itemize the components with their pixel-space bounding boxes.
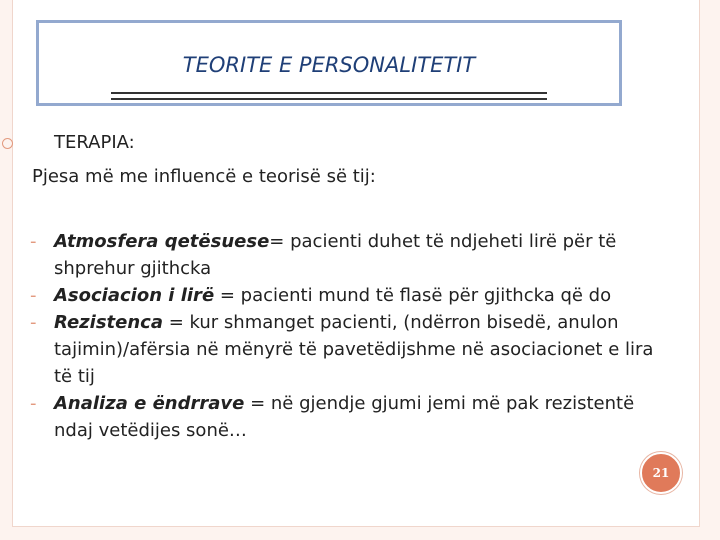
item-text: = pacienti mund të flasë për gjithcka që do bbox=[214, 285, 612, 306]
dash-bullet-icon: - bbox=[30, 312, 37, 333]
section-heading: TERAPIA: bbox=[54, 132, 135, 153]
dash-bullet-icon: - bbox=[30, 285, 37, 306]
list-item bbox=[30, 228, 670, 282]
hollow-circle-bullet-icon bbox=[2, 138, 13, 149]
title-double-rule bbox=[111, 89, 547, 103]
item-text: = në gjendje gjumi jemi më pak rezistentë ndaj vetëdijes sonë… bbox=[54, 393, 635, 441]
title-box bbox=[36, 20, 622, 106]
item-term: Rezistenca bbox=[54, 312, 163, 333]
list-item bbox=[30, 309, 670, 390]
slide-title: TEORITE E PERSONALITETIT bbox=[182, 53, 476, 77]
list-item bbox=[30, 282, 670, 309]
item-term: Analiza e ëndrrave bbox=[54, 393, 245, 414]
intro-text: Pjesa më me influencë e teorisë së tij: bbox=[32, 166, 376, 187]
item-term: Atmosfera qetësuese bbox=[54, 231, 270, 252]
page-number-badge: 21 bbox=[640, 452, 682, 494]
dash-bullet-icon: - bbox=[30, 231, 37, 252]
item-term: Asociacion i lirë bbox=[54, 285, 215, 306]
dash-bullet-icon: - bbox=[30, 393, 37, 414]
list-item bbox=[30, 390, 670, 444]
item-text: = kur shmanget pacienti, (ndërron bisedë, anulon tajimin)/afërsia në mënyrë të pavetëdijshme në asociacionet e lira të tij bbox=[54, 312, 654, 387]
bullet-list bbox=[30, 228, 670, 444]
item-text: = pacienti duhet të ndjeheti lirë për të shprehur gjithcka bbox=[54, 231, 617, 279]
